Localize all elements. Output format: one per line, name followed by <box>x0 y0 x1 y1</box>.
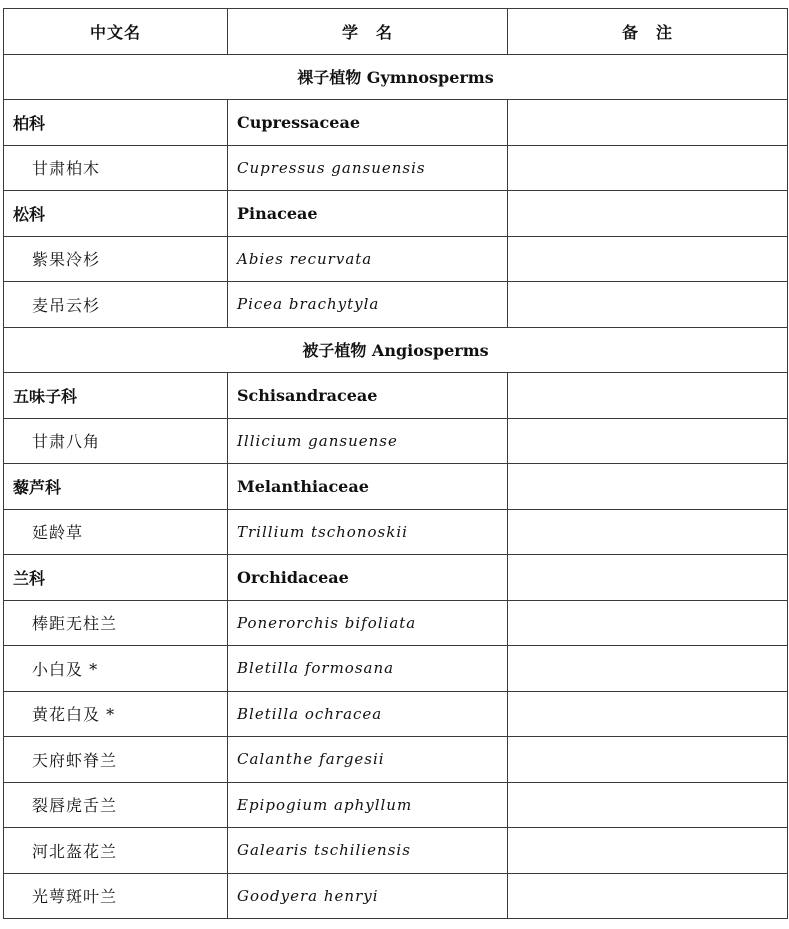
species-scientific-name: Bletilla formosana <box>228 646 508 692</box>
species-row <box>4 145 788 191</box>
family-row <box>4 191 788 237</box>
species-scientific-name: Ponerorchis bifoliata <box>228 600 508 646</box>
species-chinese-name: 甘肃八角 <box>4 418 228 464</box>
family-scientific-name: Orchidaceae <box>228 555 508 601</box>
species-chinese-name: 麦吊云杉 <box>4 282 228 328</box>
species-scientific-name: Trillium tschonoskii <box>228 509 508 555</box>
note-cell <box>508 100 788 146</box>
species-row <box>4 646 788 692</box>
note-cell <box>508 737 788 783</box>
note-cell <box>508 600 788 646</box>
species-row <box>4 282 788 328</box>
species-chinese-name: 小白及 * <box>4 646 228 692</box>
header-row <box>4 9 788 55</box>
species-scientific-name: Picea brachytyla <box>228 282 508 328</box>
species-scientific-name: Cupressus gansuensis <box>228 145 508 191</box>
note-cell <box>508 828 788 874</box>
family-row <box>4 100 788 146</box>
species-row <box>4 873 788 919</box>
family-chinese-name: 五味子科 <box>4 373 228 419</box>
species-chinese-name: 延龄草 <box>4 509 228 555</box>
species-scientific-name: Calanthe fargesii <box>228 737 508 783</box>
species-chinese-name: 河北盔花兰 <box>4 828 228 874</box>
species-row <box>4 828 788 874</box>
species-chinese-name: 天府虾脊兰 <box>4 737 228 783</box>
note-cell <box>508 782 788 828</box>
species-row <box>4 418 788 464</box>
section-title-angiosperms: 被子植物 Angiosperms <box>4 327 788 373</box>
note-cell <box>508 646 788 692</box>
family-scientific-name: Schisandraceae <box>228 373 508 419</box>
family-row <box>4 464 788 510</box>
species-chinese-name: 棒距无柱兰 <box>4 600 228 646</box>
family-chinese-name: 兰科 <box>4 555 228 601</box>
note-cell <box>508 873 788 919</box>
protected-plants-table <box>3 8 788 919</box>
species-chinese-name: 甘肃柏木 <box>4 145 228 191</box>
family-chinese-name: 松科 <box>4 191 228 237</box>
section-row-angiosperms <box>4 327 788 373</box>
column-header-scientific-name: 学 名 <box>228 9 508 55</box>
species-chinese-name: 黄花白及 * <box>4 691 228 737</box>
species-row <box>4 691 788 737</box>
species-chinese-name: 紫果冷杉 <box>4 236 228 282</box>
section-title-gymnosperms: 裸子植物 Gymnosperms <box>4 54 788 100</box>
note-cell <box>508 555 788 601</box>
note-cell <box>508 418 788 464</box>
column-header-notes: 备 注 <box>508 9 788 55</box>
family-row <box>4 555 788 601</box>
species-row <box>4 600 788 646</box>
note-cell <box>508 509 788 555</box>
note-cell <box>508 373 788 419</box>
family-chinese-name: 藜芦科 <box>4 464 228 510</box>
note-cell <box>508 145 788 191</box>
species-scientific-name: Abies recurvata <box>228 236 508 282</box>
species-scientific-name: Illicium gansuense <box>228 418 508 464</box>
note-cell <box>508 191 788 237</box>
family-chinese-name: 柏科 <box>4 100 228 146</box>
note-cell <box>508 236 788 282</box>
family-row <box>4 373 788 419</box>
section-row-gymnosperms <box>4 54 788 100</box>
species-row <box>4 236 788 282</box>
species-scientific-name: Goodyera henryi <box>228 873 508 919</box>
species-scientific-name: Epipogium aphyllum <box>228 782 508 828</box>
species-row <box>4 782 788 828</box>
species-chinese-name: 裂唇虎舌兰 <box>4 782 228 828</box>
column-header-chinese-name: 中文名 <box>4 9 228 55</box>
species-scientific-name: Bletilla ochracea <box>228 691 508 737</box>
family-scientific-name: Pinaceae <box>228 191 508 237</box>
note-cell <box>508 691 788 737</box>
family-scientific-name: Melanthiaceae <box>228 464 508 510</box>
species-chinese-name: 光萼斑叶兰 <box>4 873 228 919</box>
species-row <box>4 509 788 555</box>
species-scientific-name: Galearis tschiliensis <box>228 828 508 874</box>
family-scientific-name: Cupressaceae <box>228 100 508 146</box>
note-cell <box>508 282 788 328</box>
species-row <box>4 737 788 783</box>
note-cell <box>508 464 788 510</box>
